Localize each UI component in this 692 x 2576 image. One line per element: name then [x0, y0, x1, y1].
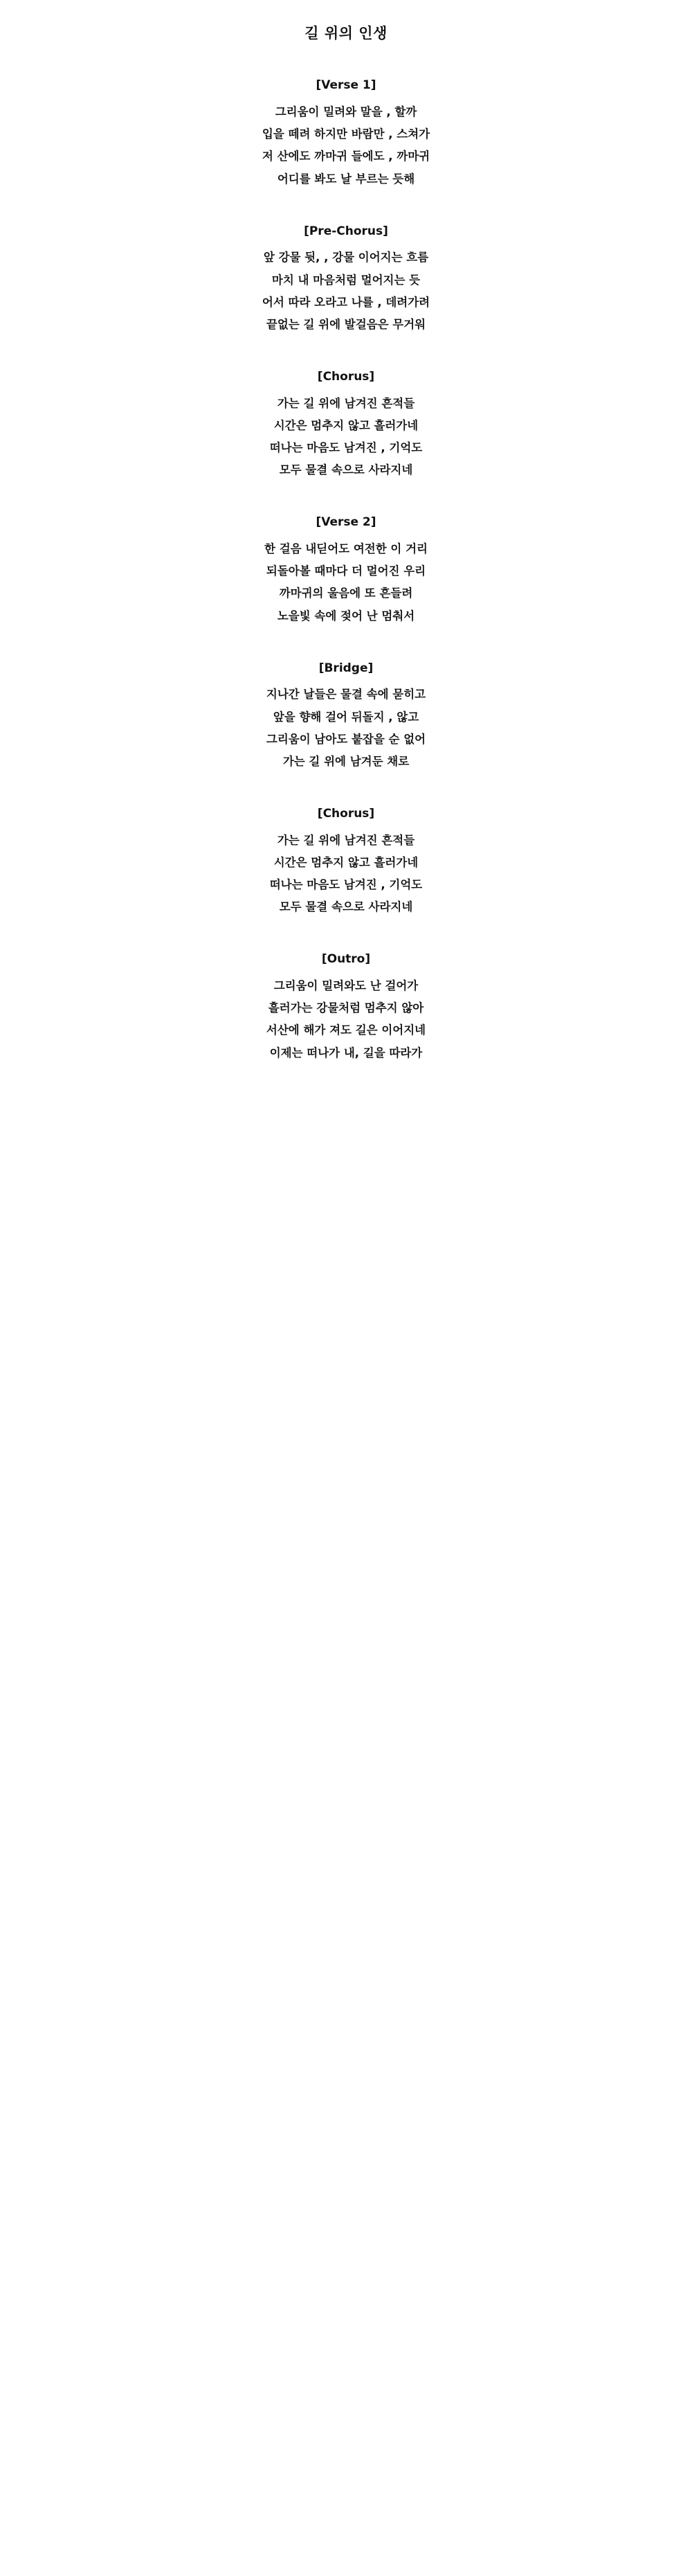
lyrics-section: [196, 660, 496, 773]
lyric-line: 시간은 멈추지 않고 흘러가네: [273, 855, 419, 869]
lyrics-section: [196, 514, 496, 627]
lyric-line: 가는 길 위에 남겨둔 채로: [282, 754, 410, 768]
lyric-line: 입을 떼려 하지만 바람만 , 스쳐가: [262, 127, 430, 141]
lyric-line: 끝없는 길 위에 발걸음은 무거워: [266, 317, 426, 331]
lyric-line: 떠나는 마음도 남겨진 , 기억도: [269, 441, 423, 455]
lyric-line: 지나간 날들은 물결 속에 묻히고: [266, 688, 426, 701]
lyric-line: 모두 물결 속으로 사라지네: [279, 900, 413, 914]
lyric-line: 가는 길 위에 남겨진 흔적들: [277, 396, 415, 410]
lyric-line: 가는 길 위에 남겨진 흔적들: [277, 833, 415, 847]
lyric-line: 노을빛 속에 젖어 난 멈춰서: [277, 609, 415, 623]
lyric-line: 흘러가는 강물처럼 멈추지 않아: [268, 1001, 424, 1015]
lyrics-section: [196, 223, 496, 336]
lyric-line: 그리움이 밀려와도 난 걸어가: [273, 979, 419, 992]
lyric-line: 서산에 해가 져도 길은 이어지네: [266, 1023, 426, 1037]
lyric-line: 떠나는 마음도 남겨진 , 기억도: [269, 878, 423, 892]
lyric-line: 어서 따라 오라고 나를 , 데려가려: [262, 295, 430, 309]
section-label: [Pre-Chorus]: [304, 224, 388, 238]
lyrics-section: [196, 368, 496, 481]
page-title: 길 위의 인생: [304, 25, 388, 42]
section-label: [Outro]: [321, 952, 371, 967]
section-label: [Verse 2]: [316, 515, 376, 530]
lyric-line: 한 걸음 내딛어도 여전한 이 거리: [264, 542, 428, 556]
lyrics-section: [196, 77, 496, 190]
lyric-line: 되돌아볼 때마다 더 멀어진 우리: [266, 564, 426, 578]
lyric-line: 이제는 떠나가 내, 길을 따라가: [269, 1046, 423, 1059]
lyrics-page: [196, 0, 496, 1064]
section-label: [Verse 1]: [316, 78, 376, 93]
section-label: [Bridge]: [318, 661, 374, 675]
lyrics-section: [196, 951, 496, 1064]
lyric-line: 모두 물결 속으로 사라지네: [279, 463, 413, 477]
lyric-line: 저 산에도 까마귀 들에도 , 까마귀: [262, 150, 430, 163]
lyric-line: 앞을 향해 걸어 뒤돌지 , 않고: [273, 710, 419, 724]
lyric-line: 앞 강물 뒷, , 강물 이어지는 흐름: [263, 251, 429, 265]
lyric-line: 시간은 멈추지 않고 흘러가네: [273, 418, 419, 432]
lyrics-sections: [196, 77, 496, 1064]
lyric-line: 그리움이 밀려와 말을 , 할까: [275, 105, 417, 119]
lyric-line: 어디를 봐도 날 부르는 듯해: [277, 172, 415, 186]
lyric-line: 마치 내 마음처럼 멀어지는 듯: [271, 273, 421, 287]
lyric-line: 그리움이 남아도 붙잡을 순 없어: [266, 732, 426, 746]
section-label: [Chorus]: [317, 807, 375, 821]
section-label: [Chorus]: [317, 370, 375, 384]
lyric-line: 까마귀의 울음에 또 흔들려: [279, 587, 413, 600]
lyrics-section: [196, 805, 496, 918]
